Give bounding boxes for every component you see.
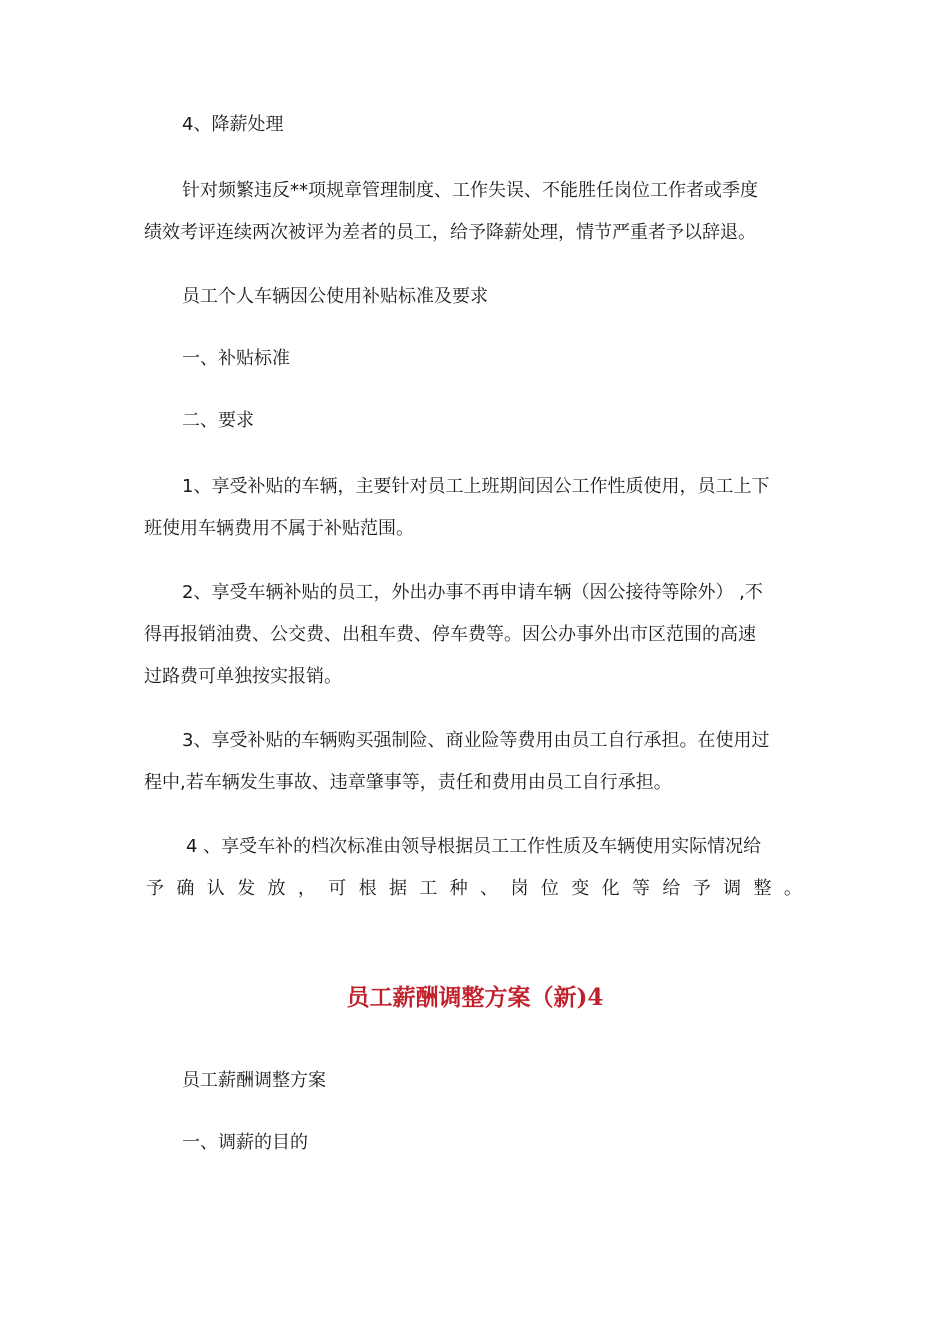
char: 根: [358, 878, 377, 899]
char: 。: [783, 878, 802, 899]
requirement-2-line-3: 过路费可单独按实报销。: [144, 666, 342, 687]
paragraph-reduction-line-2: 绩效考评连续两次被评为差者的员工，给予降薪处理，情节严重者予以辞退。: [144, 222, 756, 243]
section-title-vehicle-subsidy: 员工个人车辆因公使用补贴标准及要求: [182, 286, 488, 307]
requirement-1-line-1: 1、享受补贴的车辆，主要针对员工上班期间因公工作性质使用，员工上下: [182, 476, 770, 497]
char: 给: [662, 878, 681, 899]
requirement-3-line-2: 程中,若车辆发生事故、违章肇事等，责任和费用由员工自行承担。: [144, 772, 672, 793]
char: 予: [692, 878, 711, 899]
char: 放: [267, 878, 286, 899]
char: 调: [723, 878, 742, 899]
document-heading: 员工薪酬调整方案（新)4: [346, 984, 604, 1011]
char: 种: [449, 878, 468, 899]
char: ，: [297, 878, 316, 899]
char: 整: [753, 878, 772, 899]
plan-title: 员工薪酬调整方案: [182, 1070, 326, 1091]
char: 岗: [510, 878, 529, 899]
char: 可: [328, 878, 347, 899]
requirement-2-line-2: 得再报销油费、公交费、出租车费、停车费等。因公办事外出市区范围的高速: [144, 624, 756, 645]
requirement-4-line-1: 4 、享受车补的档次标准由领导根据员工工作性质及车辆使用实际情况给: [186, 836, 762, 857]
heading-purpose: 一、调薪的目的: [182, 1132, 308, 1153]
char: 发: [237, 878, 256, 899]
requirement-1-line-2: 班使用车辆费用不属于补贴范围。: [144, 518, 414, 539]
sub-heading-salary-reduction: 4、降薪处理: [182, 114, 284, 135]
requirement-3-line-1: 3、享受补贴的车辆购买强制险、商业险等费用由员工自行承担。在使用过: [182, 730, 770, 751]
heading-subsidy-standard: 一、补贴标准: [182, 348, 290, 369]
char: 予: [146, 878, 164, 899]
heading-requirements: 二、要求: [182, 410, 254, 431]
requirement-2-line-1: 2、享受车辆补贴的员工，外出办事不再申请车辆（因公接待等除外） ,不: [182, 582, 763, 603]
char: 化: [601, 878, 620, 899]
char: 、: [480, 878, 499, 899]
char: 据: [389, 878, 407, 899]
char: 认: [206, 878, 225, 899]
requirement-4-line-2: [146, 876, 802, 902]
char: 工: [419, 878, 438, 899]
char: 位: [540, 878, 559, 899]
char: 变: [571, 878, 590, 899]
paragraph-reduction-line-1: 针对频繁违反**项规章管理制度、工作失误、不能胜任岗位工作者或季度: [182, 180, 758, 201]
char: 确: [176, 878, 195, 899]
char: 等: [632, 878, 650, 899]
